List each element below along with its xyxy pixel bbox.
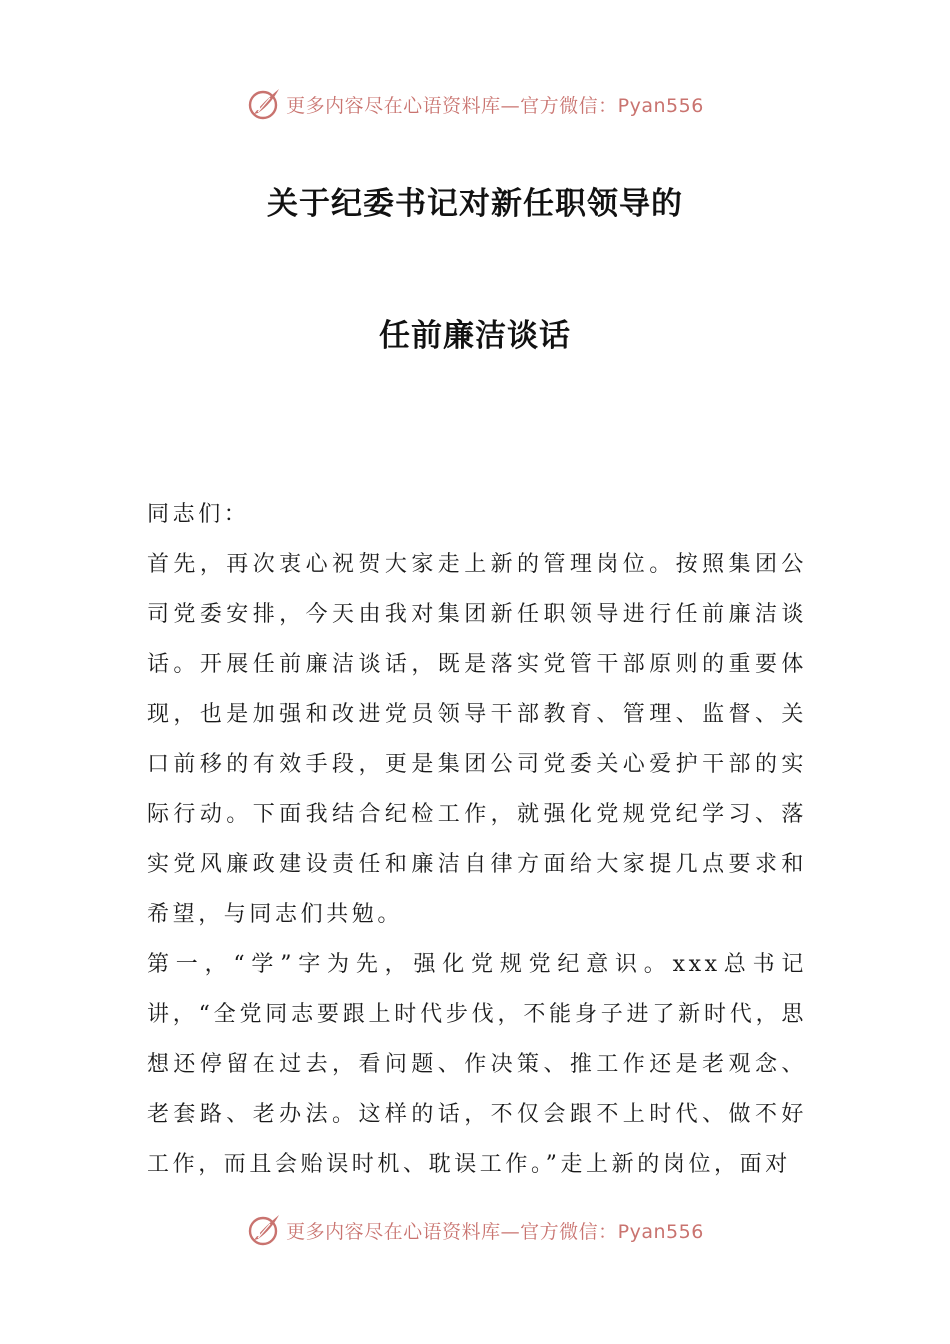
watermark-text: 更多内容尽在心语资料库—官方微信：Pyan556 [286,94,704,117]
paragraph: 第一，“学”字为先，强化党规党纪意识。xxx总书记讲，“全党同志要跟上时代步伐，不能身子进了新时代，思想还停留在过去，看问题、作决策、推工作还是老观念、老套路、老办法。这样的话，不仅会跟不上时代、做不好工作，而且会贻误时机、耽误工作。”走上新的岗位，面对 [147,952,807,1177]
watermark-handle: Pyan556 [617,94,704,117]
header-watermark [0,84,950,124]
document-title-line-2: 任前廉洁谈话 [379,318,571,354]
salutation: 同志们： [147,502,250,527]
document-title-line-1: 关于纪委书记对新任职领导的 [267,186,683,222]
watermark-handle: Pyan556 [617,1220,704,1243]
quill-pen-logo-icon [246,1212,282,1248]
document-body [147,490,807,1190]
footer-watermark [0,1210,950,1250]
watermark-text: 更多内容尽在心语资料库—官方微信：Pyan556 [286,1220,704,1243]
quill-pen-logo-icon [246,86,282,122]
paragraph: 首先，再次衷心祝贺大家走上新的管理岗位。按照集团公司党委安排，今天由我对集团新任职领导进行任前廉洁谈话。开展任前廉洁谈话，既是落实党管干部原则的重要体现，也是加强和改进党员领导干部教育、管理、监督、关口前移的有效手段，更是集团公司党委关心爱护干部的实际行动。下面我结合纪检工作，就强化党规党纪学习、落实党风廉政建设责任和廉洁自律方面给大家提几点要求和希望，与同志们共勉。 [147,552,807,927]
